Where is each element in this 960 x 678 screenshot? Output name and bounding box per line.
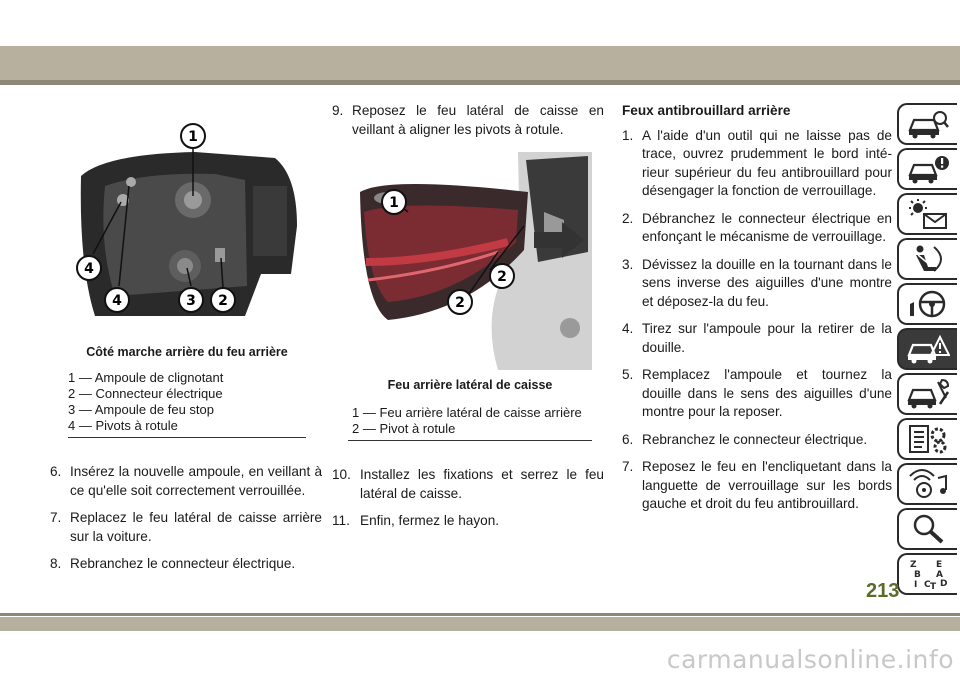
media-icon xyxy=(906,468,950,500)
watermark: carmanualsonline.info xyxy=(666,645,954,674)
step-number: 7. xyxy=(622,459,634,474)
car-info-icon xyxy=(906,108,950,140)
roadside-warning-icon xyxy=(906,333,950,365)
step-number: 2. xyxy=(622,210,634,226)
step-text: Rebranchez le connecteur électrique. xyxy=(642,431,868,447)
column2-steps xyxy=(332,466,604,540)
figure2-caption: Feu arrière latéral de caisse xyxy=(387,378,553,392)
figure1-legend-rule xyxy=(68,437,306,438)
warning-light-icon xyxy=(906,153,950,185)
header-rule xyxy=(0,80,960,85)
legend-item: 4 — Pivots à rotule xyxy=(68,418,178,433)
step-number: 3. xyxy=(622,256,634,272)
tab-servicing[interactable] xyxy=(897,373,957,415)
step-item xyxy=(622,210,892,247)
step-number: 6. xyxy=(622,431,634,447)
step-number: 5. xyxy=(622,367,634,382)
tab-technical-specs[interactable] xyxy=(897,418,957,460)
step-text: Installez les fixations et serrez le feu latéral de caisse. xyxy=(360,467,604,501)
step-item xyxy=(332,512,604,531)
step-item xyxy=(622,431,892,450)
airbag-seat-icon xyxy=(906,243,950,275)
legend-item: 1 — Feu arrière latéral de caisse arrière xyxy=(352,405,582,420)
step-number: 9. xyxy=(332,103,344,118)
tab-car-info[interactable] xyxy=(897,103,957,145)
tab-in-case-of-emergency[interactable] xyxy=(897,328,957,370)
search-icon xyxy=(906,513,950,545)
callout-1: 1 xyxy=(389,195,399,211)
steering-wheel-icon xyxy=(906,288,950,320)
footer-band xyxy=(0,617,960,631)
column3 xyxy=(622,102,892,523)
specs-gear-icon xyxy=(906,423,950,455)
figure2-legend xyxy=(352,405,582,437)
step-number: 4. xyxy=(622,321,634,336)
step-item xyxy=(332,102,604,139)
chapter-tabs xyxy=(897,103,960,598)
step-item xyxy=(50,509,322,546)
legend-item: 2 — Pivot à rotule xyxy=(352,421,456,436)
step-text: A l'aide d'un outil qui ne laisse pas de trace, ouvrez prudemment le bord inté-rieur supérieur du feu antibrouillard pour désengager la fonction de verrouillage. xyxy=(642,127,892,198)
column1-steps xyxy=(50,463,322,583)
figure2-legend-rule xyxy=(348,440,592,441)
figure1-caption: Côté marche arrière du feu arrière xyxy=(86,345,288,359)
step-item xyxy=(50,555,322,574)
index-letter: B xyxy=(914,570,921,580)
index-letter: A xyxy=(936,570,943,580)
callout-1: 1 xyxy=(188,129,198,145)
step-item xyxy=(332,466,604,503)
section-title: Feux antibrouillard arrière xyxy=(622,103,791,118)
step-item xyxy=(622,320,892,357)
step-text: Tirez sur l'ampoule pour la retirer de la douille. xyxy=(642,321,892,355)
callout-2a: 2 xyxy=(497,269,507,285)
step-text: Replacez le feu latéral de caisse arrière sur la voiture. xyxy=(70,510,322,544)
step-text: Insérez la nouvelle ampoule, en veillant à ce qu'elle soit correctement verrouillée. xyxy=(70,464,322,498)
step-item xyxy=(50,463,322,500)
step-number: 7. xyxy=(50,510,62,525)
tab-lights-messages[interactable] xyxy=(897,193,957,235)
index-letter: C xyxy=(924,580,931,590)
light-message-icon xyxy=(906,198,950,230)
header-band xyxy=(0,46,960,80)
step-number: 1. xyxy=(622,127,634,143)
step-number: 8. xyxy=(50,556,62,571)
step-item xyxy=(622,127,892,201)
page-number: 213 xyxy=(866,580,900,602)
tail-lamp-illustration xyxy=(75,116,299,328)
step-text: Débranchez le connecteur électrique en enfonçant le mécanisme de verrouillage. xyxy=(642,210,892,244)
legend-item: 1 — Ampoule de clignotant xyxy=(68,370,224,385)
alphabet-index-icon xyxy=(906,558,950,590)
figure1-legend xyxy=(68,370,223,434)
legend-item: 2 — Connecteur électrique xyxy=(68,386,223,401)
step-text: Reposez le feu latéral de caisse en veillant à aligner les pivots à rotule. xyxy=(352,103,604,137)
index-letter: E xyxy=(936,560,943,570)
step-item xyxy=(622,458,892,514)
step-text: Reposez le feu en l'encliquetant dans la languette de verrouillage sur les bords gauche et droit du feu antibrouillard. xyxy=(642,459,892,511)
step-text: Enfin, fermez le hayon. xyxy=(360,513,500,528)
callout-3: 3 xyxy=(186,293,196,309)
step-number: 10. xyxy=(332,467,351,482)
step-text: Remplacez l'ampoule et tournez la douille dans le sens des aiguilles d'une montre pour la reposer. xyxy=(642,367,892,419)
tab-safety[interactable] xyxy=(897,238,957,280)
car-wrench-icon xyxy=(906,378,950,410)
figure-tail-lamp-rear xyxy=(75,116,299,328)
tab-index[interactable] xyxy=(897,553,957,595)
figure-side-lamp xyxy=(348,152,592,370)
callout-4b: 4 xyxy=(112,293,122,309)
index-letter: T xyxy=(930,582,937,590)
tab-multimedia[interactable] xyxy=(897,463,957,505)
step-number: 11. xyxy=(332,513,350,528)
callout-4a: 4 xyxy=(84,261,94,277)
index-letter: Z xyxy=(910,560,917,570)
step-item xyxy=(622,366,892,422)
tab-warning-lights[interactable] xyxy=(897,148,957,190)
step-item xyxy=(622,256,892,312)
footer-rule xyxy=(0,613,960,616)
index-letter: D xyxy=(940,579,948,589)
tab-starting-operating[interactable] xyxy=(897,283,957,325)
column2-top-steps xyxy=(332,102,604,148)
step-text: Dévissez la douille en la tournant dans le sens inverse des aiguilles d'une montre et déposez-la du feu. xyxy=(642,256,892,309)
index-letter: I xyxy=(914,580,918,590)
callout-2b: 2 xyxy=(455,295,465,311)
step-number: 6. xyxy=(50,464,62,479)
tab-search[interactable] xyxy=(897,508,957,550)
step-text: Rebranchez le connecteur électrique. xyxy=(70,556,296,571)
callout-2: 2 xyxy=(218,293,228,309)
side-lamp-illustration xyxy=(348,152,592,370)
legend-item: 3 — Ampoule de feu stop xyxy=(68,402,214,417)
